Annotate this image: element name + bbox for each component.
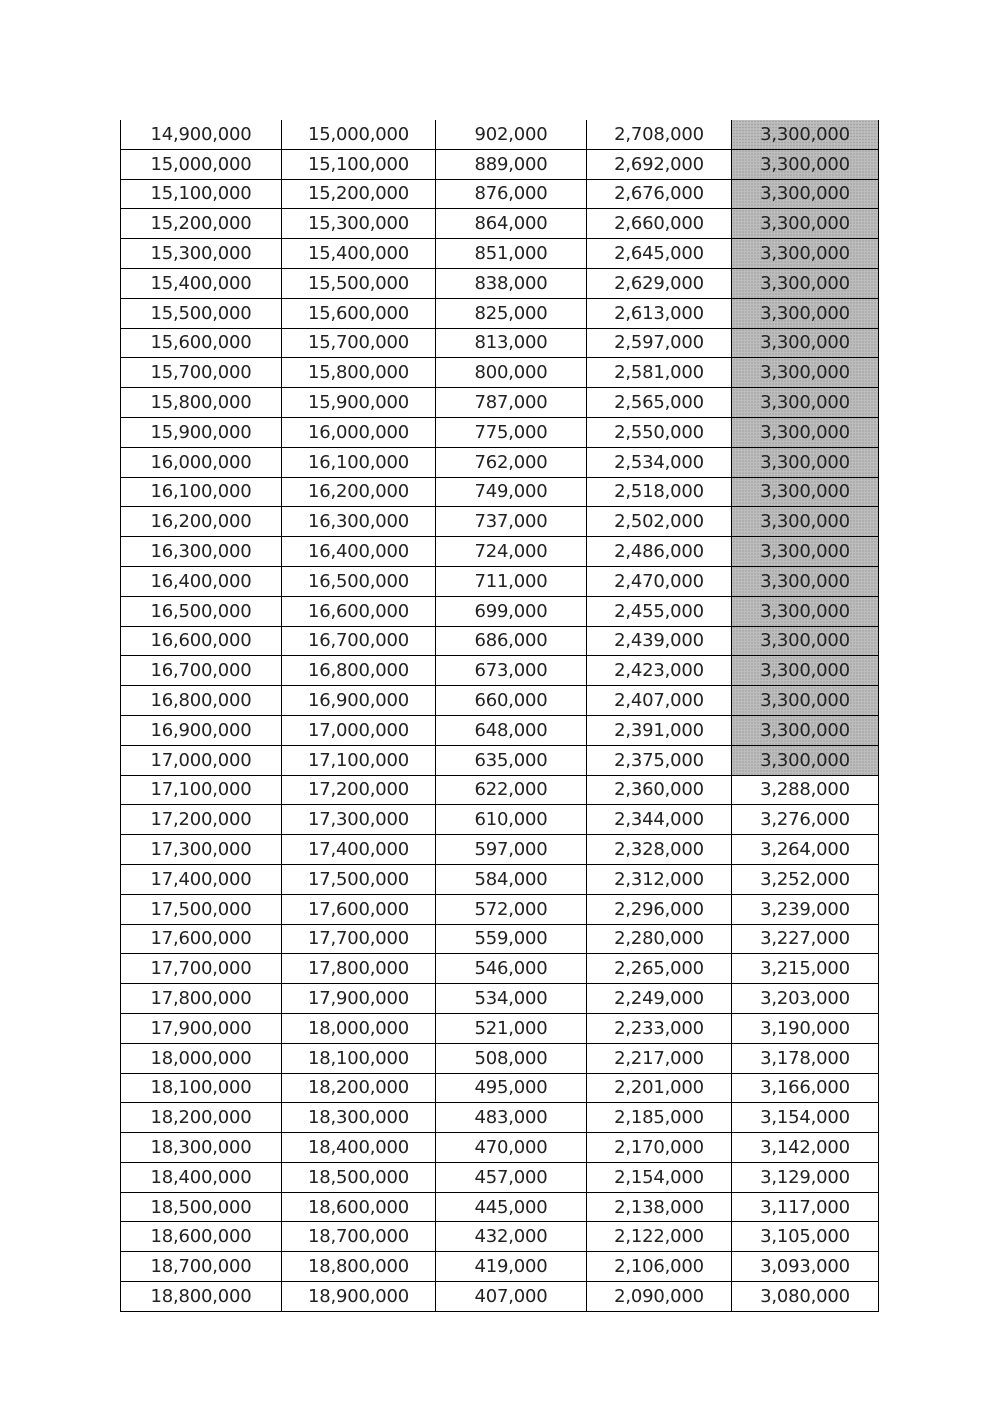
amount-c-cell: 3,300,000 [732, 507, 879, 537]
amount-c-cell: 3,300,000 [732, 566, 879, 596]
table-row [121, 835, 879, 865]
amount-b-cell: 2,455,000 [587, 596, 732, 626]
amount-a-cell: 762,000 [436, 447, 587, 477]
range-from-cell: 18,600,000 [121, 1222, 282, 1252]
range-to-cell: 16,200,000 [282, 477, 436, 507]
amount-a-cell: 660,000 [436, 686, 587, 716]
amount-b-cell: 2,486,000 [587, 537, 732, 567]
table-row [121, 984, 879, 1014]
amount-c-cell: 3,300,000 [732, 328, 879, 358]
amount-a-cell: 889,000 [436, 149, 587, 179]
table-row [121, 507, 879, 537]
amount-b-cell: 2,344,000 [587, 805, 732, 835]
range-to-cell: 18,300,000 [282, 1103, 436, 1133]
range-from-cell: 15,900,000 [121, 417, 282, 447]
table-row [121, 417, 879, 447]
range-from-cell: 16,800,000 [121, 686, 282, 716]
table-row [121, 1073, 879, 1103]
amount-b-cell: 2,470,000 [587, 566, 732, 596]
amount-c-cell: 3,154,000 [732, 1103, 879, 1133]
amount-c-cell: 3,239,000 [732, 894, 879, 924]
amount-a-cell: 483,000 [436, 1103, 587, 1133]
table-row [121, 686, 879, 716]
amount-b-cell: 2,597,000 [587, 328, 732, 358]
amount-c-cell: 3,300,000 [732, 298, 879, 328]
table-row [121, 1162, 879, 1192]
amount-c-cell: 3,215,000 [732, 954, 879, 984]
range-from-cell: 16,500,000 [121, 596, 282, 626]
amount-c-cell: 3,300,000 [732, 745, 879, 775]
amount-c-cell: 3,300,000 [732, 686, 879, 716]
range-from-cell: 16,700,000 [121, 656, 282, 686]
range-to-cell: 16,400,000 [282, 537, 436, 567]
range-from-cell: 16,300,000 [121, 537, 282, 567]
table-row [121, 179, 879, 209]
range-from-cell: 16,900,000 [121, 715, 282, 745]
range-to-cell: 18,700,000 [282, 1222, 436, 1252]
range-to-cell: 17,700,000 [282, 924, 436, 954]
range-from-cell: 16,000,000 [121, 447, 282, 477]
amount-c-cell: 3,300,000 [732, 447, 879, 477]
amount-c-cell: 3,300,000 [732, 239, 879, 269]
amount-a-cell: 749,000 [436, 477, 587, 507]
amount-a-cell: 546,000 [436, 954, 587, 984]
amount-c-cell: 3,300,000 [732, 268, 879, 298]
range-from-cell: 18,800,000 [121, 1282, 282, 1312]
amount-c-cell: 3,300,000 [732, 626, 879, 656]
range-to-cell: 15,800,000 [282, 358, 436, 388]
range-to-cell: 18,000,000 [282, 1013, 436, 1043]
range-from-cell: 16,200,000 [121, 507, 282, 537]
range-to-cell: 16,300,000 [282, 507, 436, 537]
amount-c-cell: 3,300,000 [732, 656, 879, 686]
amount-b-cell: 2,154,000 [587, 1162, 732, 1192]
amount-a-cell: 635,000 [436, 745, 587, 775]
amount-c-cell: 3,300,000 [732, 596, 879, 626]
range-from-cell: 18,400,000 [121, 1162, 282, 1192]
table-row [121, 1013, 879, 1043]
amount-b-cell: 2,423,000 [587, 656, 732, 686]
range-from-cell: 15,300,000 [121, 239, 282, 269]
amount-b-cell: 2,138,000 [587, 1192, 732, 1222]
amount-b-cell: 2,249,000 [587, 984, 732, 1014]
table-row [121, 1252, 879, 1282]
table-row [121, 1043, 879, 1073]
amount-a-cell: 813,000 [436, 328, 587, 358]
range-to-cell: 16,500,000 [282, 566, 436, 596]
range-to-cell: 16,700,000 [282, 626, 436, 656]
amount-c-cell: 3,300,000 [732, 537, 879, 567]
range-from-cell: 16,400,000 [121, 566, 282, 596]
range-to-cell: 16,800,000 [282, 656, 436, 686]
amount-b-cell: 2,550,000 [587, 417, 732, 447]
range-from-cell: 15,800,000 [121, 388, 282, 418]
table-row [121, 954, 879, 984]
range-from-cell: 15,600,000 [121, 328, 282, 358]
range-to-cell: 17,500,000 [282, 864, 436, 894]
range-to-cell: 16,100,000 [282, 447, 436, 477]
amount-a-cell: 445,000 [436, 1192, 587, 1222]
range-from-cell: 17,600,000 [121, 924, 282, 954]
table-row [121, 715, 879, 745]
amount-b-cell: 2,170,000 [587, 1133, 732, 1163]
range-to-cell: 17,000,000 [282, 715, 436, 745]
range-from-cell: 17,000,000 [121, 745, 282, 775]
range-from-cell: 17,500,000 [121, 894, 282, 924]
amount-a-cell: 686,000 [436, 626, 587, 656]
amount-c-cell: 3,300,000 [732, 715, 879, 745]
range-from-cell: 17,400,000 [121, 864, 282, 894]
amount-b-cell: 2,185,000 [587, 1103, 732, 1133]
amount-b-cell: 2,581,000 [587, 358, 732, 388]
amount-b-cell: 2,629,000 [587, 268, 732, 298]
range-to-cell: 18,900,000 [282, 1282, 436, 1312]
amount-a-cell: 775,000 [436, 417, 587, 447]
amount-b-cell: 2,217,000 [587, 1043, 732, 1073]
range-from-cell: 17,800,000 [121, 984, 282, 1014]
amount-a-cell: 699,000 [436, 596, 587, 626]
amount-a-cell: 584,000 [436, 864, 587, 894]
amount-c-cell: 3,203,000 [732, 984, 879, 1014]
range-to-cell: 17,400,000 [282, 835, 436, 865]
table-body [121, 120, 879, 1311]
range-from-cell: 15,500,000 [121, 298, 282, 328]
range-to-cell: 18,200,000 [282, 1073, 436, 1103]
range-to-cell: 15,400,000 [282, 239, 436, 269]
amount-a-cell: 851,000 [436, 239, 587, 269]
range-to-cell: 18,400,000 [282, 1133, 436, 1163]
range-to-cell: 17,200,000 [282, 775, 436, 805]
table-row [121, 1133, 879, 1163]
amount-a-cell: 572,000 [436, 894, 587, 924]
range-from-cell: 14,900,000 [121, 120, 282, 149]
amount-c-cell: 3,300,000 [732, 179, 879, 209]
amount-c-cell: 3,105,000 [732, 1222, 879, 1252]
amount-c-cell: 3,300,000 [732, 388, 879, 418]
table-row [121, 268, 879, 298]
amount-a-cell: 724,000 [436, 537, 587, 567]
table-row [121, 358, 879, 388]
range-from-cell: 15,100,000 [121, 179, 282, 209]
table-row [121, 596, 879, 626]
amount-a-cell: 521,000 [436, 1013, 587, 1043]
amount-b-cell: 2,708,000 [587, 120, 732, 149]
range-from-cell: 15,000,000 [121, 149, 282, 179]
amount-a-cell: 648,000 [436, 715, 587, 745]
amount-c-cell: 3,300,000 [732, 209, 879, 239]
amount-a-cell: 864,000 [436, 209, 587, 239]
table-row [121, 149, 879, 179]
table-row [121, 388, 879, 418]
range-from-cell: 18,100,000 [121, 1073, 282, 1103]
table-row [121, 209, 879, 239]
table-row [121, 477, 879, 507]
range-from-cell: 15,200,000 [121, 209, 282, 239]
amount-a-cell: 495,000 [436, 1073, 587, 1103]
range-from-cell: 18,700,000 [121, 1252, 282, 1282]
amount-c-cell: 3,190,000 [732, 1013, 879, 1043]
range-to-cell: 16,000,000 [282, 417, 436, 447]
table-row [121, 120, 879, 149]
range-to-cell: 16,600,000 [282, 596, 436, 626]
amount-b-cell: 2,660,000 [587, 209, 732, 239]
range-from-cell: 18,200,000 [121, 1103, 282, 1133]
amount-a-cell: 800,000 [436, 358, 587, 388]
amount-c-cell: 3,288,000 [732, 775, 879, 805]
amount-b-cell: 2,296,000 [587, 894, 732, 924]
table-row [121, 805, 879, 835]
amount-b-cell: 2,090,000 [587, 1282, 732, 1312]
range-to-cell: 16,900,000 [282, 686, 436, 716]
amount-a-cell: 559,000 [436, 924, 587, 954]
amount-c-cell: 3,276,000 [732, 805, 879, 835]
amount-c-cell: 3,252,000 [732, 864, 879, 894]
amount-c-cell: 3,117,000 [732, 1192, 879, 1222]
range-to-cell: 15,500,000 [282, 268, 436, 298]
amount-a-cell: 610,000 [436, 805, 587, 835]
amount-a-cell: 407,000 [436, 1282, 587, 1312]
table-row [121, 1282, 879, 1312]
range-to-cell: 15,300,000 [282, 209, 436, 239]
range-to-cell: 15,600,000 [282, 298, 436, 328]
range-to-cell: 15,200,000 [282, 179, 436, 209]
range-to-cell: 15,700,000 [282, 328, 436, 358]
range-from-cell: 17,300,000 [121, 835, 282, 865]
amount-b-cell: 2,360,000 [587, 775, 732, 805]
amount-b-cell: 2,645,000 [587, 239, 732, 269]
amount-c-cell: 3,264,000 [732, 835, 879, 865]
amount-c-cell: 3,227,000 [732, 924, 879, 954]
amount-b-cell: 2,565,000 [587, 388, 732, 418]
amount-c-cell: 3,142,000 [732, 1133, 879, 1163]
range-from-cell: 17,900,000 [121, 1013, 282, 1043]
table-row [121, 1103, 879, 1133]
amount-a-cell: 673,000 [436, 656, 587, 686]
range-to-cell: 17,600,000 [282, 894, 436, 924]
amount-c-cell: 3,300,000 [732, 477, 879, 507]
range-to-cell: 17,800,000 [282, 954, 436, 984]
amount-b-cell: 2,280,000 [587, 924, 732, 954]
amount-a-cell: 902,000 [436, 120, 587, 149]
amount-a-cell: 787,000 [436, 388, 587, 418]
amount-a-cell: 737,000 [436, 507, 587, 537]
amount-b-cell: 2,502,000 [587, 507, 732, 537]
range-from-cell: 16,100,000 [121, 477, 282, 507]
amount-a-cell: 597,000 [436, 835, 587, 865]
amount-c-cell: 3,300,000 [732, 358, 879, 388]
amount-a-cell: 534,000 [436, 984, 587, 1014]
amount-a-cell: 711,000 [436, 566, 587, 596]
table-row [121, 656, 879, 686]
amount-c-cell: 3,093,000 [732, 1252, 879, 1282]
amount-a-cell: 622,000 [436, 775, 587, 805]
amount-a-cell: 470,000 [436, 1133, 587, 1163]
amount-a-cell: 432,000 [436, 1222, 587, 1252]
amount-b-cell: 2,122,000 [587, 1222, 732, 1252]
amount-a-cell: 876,000 [436, 179, 587, 209]
range-from-cell: 17,100,000 [121, 775, 282, 805]
range-from-cell: 16,600,000 [121, 626, 282, 656]
amount-b-cell: 2,613,000 [587, 298, 732, 328]
table-row [121, 447, 879, 477]
amount-b-cell: 2,439,000 [587, 626, 732, 656]
amount-a-cell: 838,000 [436, 268, 587, 298]
amount-b-cell: 2,534,000 [587, 447, 732, 477]
amount-c-cell: 3,178,000 [732, 1043, 879, 1073]
table-row [121, 626, 879, 656]
amount-b-cell: 2,265,000 [587, 954, 732, 984]
amount-c-cell: 3,300,000 [732, 120, 879, 149]
table-row [121, 298, 879, 328]
table-row [121, 745, 879, 775]
range-from-cell: 15,700,000 [121, 358, 282, 388]
amount-a-cell: 419,000 [436, 1252, 587, 1282]
amount-b-cell: 2,518,000 [587, 477, 732, 507]
amount-b-cell: 2,375,000 [587, 745, 732, 775]
amount-a-cell: 508,000 [436, 1043, 587, 1073]
table-row [121, 239, 879, 269]
range-from-cell: 15,400,000 [121, 268, 282, 298]
amount-b-cell: 2,407,000 [587, 686, 732, 716]
table-row [121, 894, 879, 924]
range-to-cell: 15,900,000 [282, 388, 436, 418]
range-from-cell: 17,700,000 [121, 954, 282, 984]
range-from-cell: 18,300,000 [121, 1133, 282, 1163]
amount-b-cell: 2,233,000 [587, 1013, 732, 1043]
range-from-cell: 18,000,000 [121, 1043, 282, 1073]
table-row [121, 1192, 879, 1222]
range-to-cell: 18,800,000 [282, 1252, 436, 1282]
amount-c-cell: 3,300,000 [732, 417, 879, 447]
table-row [121, 775, 879, 805]
amount-b-cell: 2,692,000 [587, 149, 732, 179]
range-to-cell: 17,300,000 [282, 805, 436, 835]
range-to-cell: 17,900,000 [282, 984, 436, 1014]
range-to-cell: 15,100,000 [282, 149, 436, 179]
table-row [121, 1222, 879, 1252]
amount-c-cell: 3,129,000 [732, 1162, 879, 1192]
range-to-cell: 18,500,000 [282, 1162, 436, 1192]
amount-c-cell: 3,300,000 [732, 149, 879, 179]
range-to-cell: 17,100,000 [282, 745, 436, 775]
amount-b-cell: 2,676,000 [587, 179, 732, 209]
amount-b-cell: 2,201,000 [587, 1073, 732, 1103]
table-row [121, 924, 879, 954]
amount-b-cell: 2,328,000 [587, 835, 732, 865]
amount-c-cell: 3,166,000 [732, 1073, 879, 1103]
range-to-cell: 15,000,000 [282, 120, 436, 149]
amount-b-cell: 2,391,000 [587, 715, 732, 745]
range-from-cell: 18,500,000 [121, 1192, 282, 1222]
amount-a-cell: 825,000 [436, 298, 587, 328]
range-to-cell: 18,100,000 [282, 1043, 436, 1073]
amount-b-cell: 2,312,000 [587, 864, 732, 894]
range-to-cell: 18,600,000 [282, 1192, 436, 1222]
data-table [120, 120, 879, 1312]
amount-b-cell: 2,106,000 [587, 1252, 732, 1282]
amount-a-cell: 457,000 [436, 1162, 587, 1192]
table-row [121, 328, 879, 358]
table-row [121, 537, 879, 567]
table-row [121, 566, 879, 596]
table-row [121, 864, 879, 894]
amount-c-cell: 3,080,000 [732, 1282, 879, 1312]
range-from-cell: 17,200,000 [121, 805, 282, 835]
